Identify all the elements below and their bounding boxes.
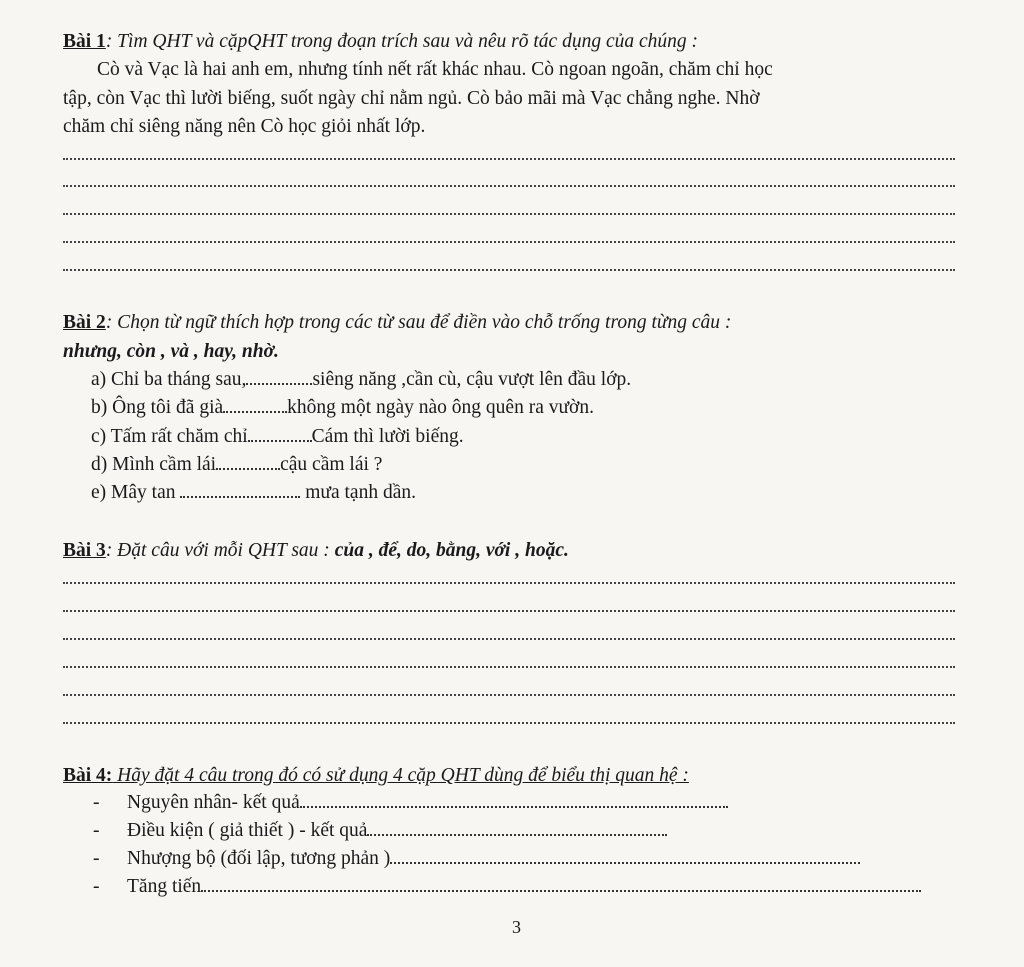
item-label: e) — [91, 482, 107, 503]
bai1-passage-line-2: tập, còn Vạc thì lười biếng, suốt ngày chỉ nằm ngủ. Cò bảo mãi mà Vạc chẳng nghe. Nhờ — [63, 88, 760, 109]
item-text-before: Tấm rất chăm chỉ — [110, 426, 248, 447]
bullet-dash: - — [93, 792, 100, 813]
blank-fill[interactable] — [300, 792, 728, 808]
blank-fill[interactable] — [223, 397, 287, 413]
answer-line[interactable] — [63, 666, 955, 668]
bai2-item-a — [91, 368, 631, 392]
bai1-heading — [63, 30, 698, 54]
bai3-word-list: của , để, do, bằng, với , hoặc. — [334, 540, 569, 561]
answer-line[interactable] — [63, 185, 955, 187]
bai3-prompt: : Đặt câu với mỗi QHT sau : — [105, 540, 335, 561]
blank-fill[interactable] — [216, 454, 280, 470]
bai4-item-text: Tăng tiến — [127, 876, 202, 897]
bullet-dash: - — [93, 848, 100, 869]
bai2-item-e — [91, 481, 416, 505]
bullet-dash: - — [93, 876, 100, 897]
bai2-item-d — [91, 453, 382, 477]
bai2-item-c — [91, 425, 464, 449]
bai4-item — [93, 791, 728, 815]
item-text-before: Mây tan — [111, 482, 176, 503]
bai2-word-list: nhưng, còn , và , hay, nhờ. — [63, 341, 279, 362]
item-text-before: Mình cầm lái — [112, 454, 217, 475]
answer-line[interactable] — [63, 610, 955, 612]
bai4-item-text: Nhượng bộ (đối lập, tương phản ) — [127, 848, 391, 869]
bai2-item-b — [91, 396, 594, 420]
bai3-title: Bài 3 — [63, 540, 106, 561]
page-number: 3 — [512, 917, 521, 937]
bai2-title: Bài 2 — [63, 312, 106, 333]
bai1-title: Bài 1 — [63, 31, 106, 52]
blank-fill[interactable] — [246, 369, 312, 385]
bullet-dash: - — [93, 820, 100, 841]
bai3-heading — [63, 539, 569, 563]
blank-fill[interactable] — [367, 820, 667, 836]
bai4-item — [93, 819, 667, 843]
item-text-after: mưa tạnh dần. — [305, 482, 416, 503]
item-label: b) — [91, 397, 108, 418]
bai4-item — [93, 875, 921, 899]
blank-fill[interactable] — [180, 482, 300, 498]
answer-line[interactable] — [63, 213, 955, 215]
bai4-item-text: Nguyên nhân- kết quả — [127, 792, 300, 813]
item-text-after: siêng năng ,cần cù, cậu vượt lên đầu lớp. — [312, 369, 632, 390]
item-text-after: Cám thì lười biếng. — [311, 426, 464, 447]
item-text-before: Chỉ ba tháng sau, — [111, 369, 247, 390]
bai4-prompt: Hãy đặt 4 câu trong đó có sử dụng 4 cặp QHT dùng để biểu thị quan hệ : — [112, 765, 689, 786]
blank-fill[interactable] — [201, 876, 921, 892]
bai4-heading — [63, 764, 689, 788]
bai1-passage-line-3: chăm chỉ siêng năng nên Cò học giỏi nhất lớp. — [63, 116, 426, 137]
item-text-after: không một ngày nào ông quên ra vườn. — [287, 397, 594, 418]
bai4-item — [93, 847, 860, 871]
answer-line[interactable] — [63, 694, 955, 696]
item-label: a) — [91, 369, 107, 390]
answer-line[interactable] — [63, 722, 955, 724]
bai2-heading — [63, 311, 731, 335]
blank-fill[interactable] — [248, 426, 312, 442]
bai2-prompt: : Chọn từ ngữ thích hợp trong các từ sau để điền vào chỗ trống trong từng câu : — [105, 312, 732, 333]
bai4-title: Bài 4: — [63, 765, 113, 786]
item-text-before: Ông tôi đã già — [112, 397, 224, 418]
item-label: d) — [91, 454, 108, 475]
answer-line[interactable] — [63, 582, 955, 584]
answer-line[interactable] — [63, 158, 955, 160]
item-text-after: cậu cầm lái ? — [280, 454, 383, 475]
answer-line[interactable] — [63, 241, 955, 243]
answer-line[interactable] — [63, 269, 955, 271]
item-label: c) — [91, 426, 107, 447]
bai1-passage-line-1: Cò và Vạc là hai anh em, nhưng tính nết rất khác nhau. Cò ngoan ngoãn, chăm chỉ học — [97, 59, 773, 80]
bai1-prompt: : Tìm QHT và cặpQHT trong đoạn trích sau và nêu rõ tác dụng của chúng : — [105, 31, 699, 52]
blank-fill[interactable] — [390, 848, 860, 864]
bai4-item-text: Điều kiện ( giả thiết ) - kết quả — [127, 820, 368, 841]
answer-line[interactable] — [63, 638, 955, 640]
